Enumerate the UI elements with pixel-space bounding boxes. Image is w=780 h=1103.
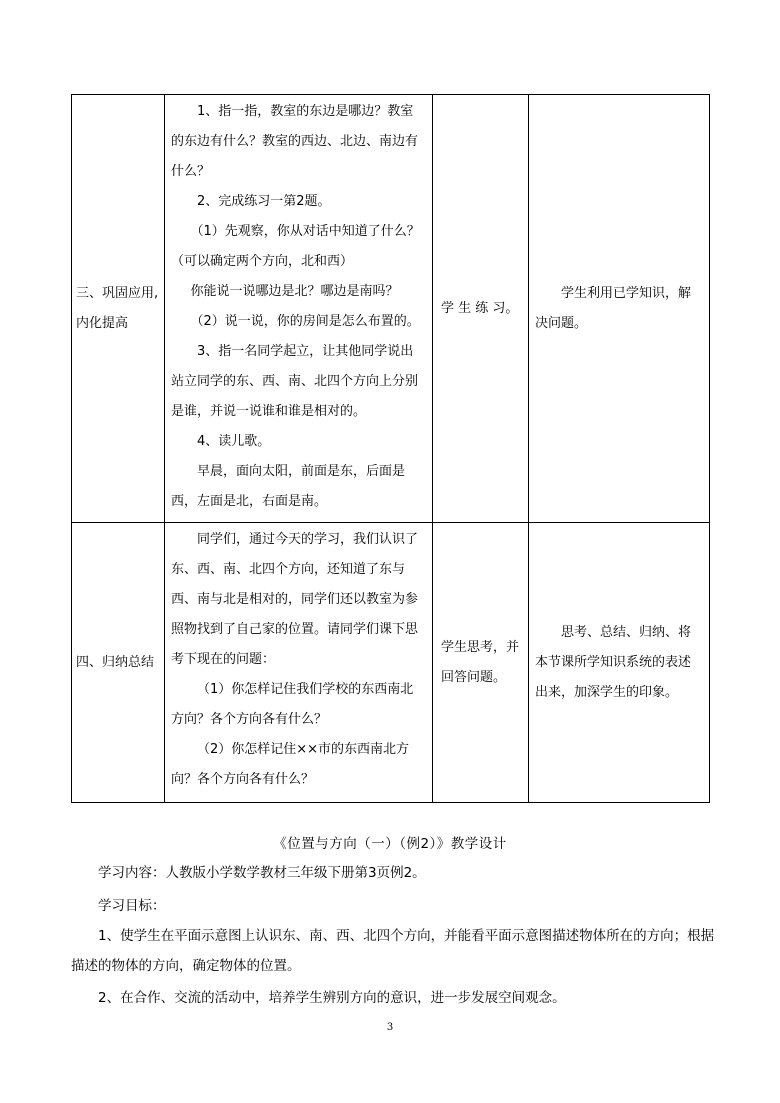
content-line: 1、指一指，教室的东边是哪边？教室的东边有什么？教室的西边、北边、南边有什么？ (171, 104, 419, 179)
table-row (72, 95, 710, 523)
activity-cell: 学 生 练 习。 (433, 95, 529, 523)
content-line: 4、读儿歌。 (197, 434, 271, 449)
lesson-table (71, 94, 710, 803)
content-line: 同学们，通过今天的学习，我们认识了东、西、南、北四个方向，还知道了东与西、南与北是相对的，同学们还以教室为参照物找到了自己家的位置。请同学们课下思考下现在的问题： (171, 532, 419, 667)
content-line: （1）你怎样记住我们学校的东西南北方向？各个方向各有什么？ (171, 682, 414, 727)
activity-cell: 学生思考，并回答问题。 (433, 523, 529, 803)
content-line: 2、完成练习一第2题。 (197, 194, 331, 209)
page-number: 3 (386, 1022, 394, 1033)
intent-cell: 思考、总结、归纳、将本节课所学知识系统的表述出来，加深学生的印象。 (529, 523, 710, 803)
goal-item: 2、在合作、交流的活动中，培养学生辨别方向的意识，进一步发展空间观念。 (98, 990, 566, 1006)
intent-cell: 学生利用已学知识，解决问题。 (529, 95, 710, 523)
stage-cell: 四、归纳总结 (72, 523, 165, 803)
goals-heading: 学习目标： (98, 898, 166, 914)
content-line: （1）先观察，你从对话中知道了什么？（可以确定两个方向，北和西） (171, 224, 420, 269)
content-cell (165, 95, 433, 523)
content-line: 学习内容：人教版小学数学教材三年级下册第3页例2。 (98, 865, 426, 881)
stage-cell: 三、巩固应用,内化提高 (72, 95, 165, 523)
content-line: （2）你怎样记住××市的东西南北方向？各个方向各有什么？ (171, 742, 410, 787)
content-cell (165, 523, 433, 803)
section-title: 《位置与方向（一）（例2）》教学设计 (273, 836, 507, 852)
table-row (72, 523, 710, 803)
content-line: （2）说一说，你的房间是怎么布置的。 (190, 314, 420, 329)
content-line: 早晨，面向太阳，前面是东，后面是西，左面是北，右面是南。 (171, 464, 406, 509)
content-line: 3、指一名同学起立，让其他同学说出站立同学的东、西、南、北四个方向上分别是谁，并说一说谁和谁是相对的。 (171, 344, 419, 419)
goal-item: 1、使学生在平面示意图上认识东、南、西、北四个方向，并能看平面示意图描述物体所在的方向；根据描述的物体的方向，确定物体的位置。 (71, 928, 715, 974)
content-line: 你能说一说哪边是北？哪边是南吗？ (190, 284, 399, 299)
